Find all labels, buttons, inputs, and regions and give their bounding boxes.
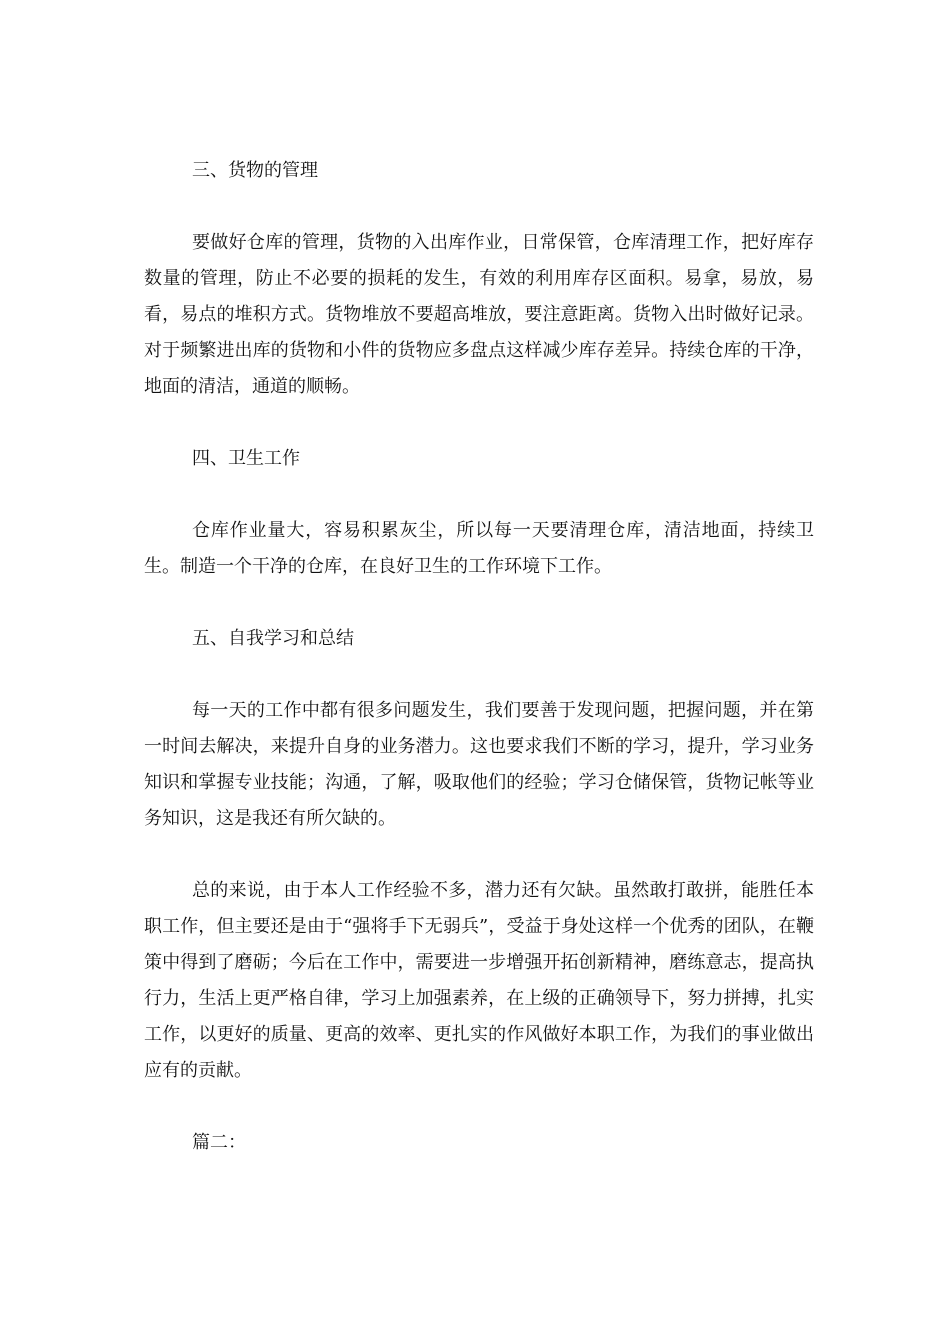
spacer [144,657,814,693]
spacer [144,585,814,621]
spacer [144,405,814,441]
section-paragraph-hygiene: 仓库作业量大，容易积累灰尘，所以每一天要清理仓库，清洁地面，持续卫生。制造一个干净的仓库，在良好卫生的工作环境下工作。 [144,520,814,577]
spacer [144,477,814,513]
spacer [144,1089,814,1125]
section-heading-hygiene: 四、卫生工作 [192,448,300,469]
section-heading-goods-management: 三、货物的管理 [192,160,318,181]
document-body [144,153,814,1161]
spacer [144,837,814,873]
section-paragraph-goods-management: 要做好仓库的管理，货物的入出库作业，日常保管，仓库清理工作，把好库存数量的管理，防止不必要的损耗的发生，有效的利用库存区面积。易拿，易放，易看，易点的堆积方式。货物堆放不要超高堆放，要注意距离。货物入出时做好记录。对于频繁进出库的货物和小件的货物应多盘点这样减少库存差异。持续仓库的干净，地面的清洁，通道的顺畅。 [144,232,814,397]
summary-paragraph: 总的来说，由于本人工作经验不多，潜力还有欠缺。虽然敢打敢拼，能胜任本职工作，但主要还是由于“强将手下无弱兵”，受益于身处这样一个优秀的团队，在鞭策中得到了磨砺；今后在工作中，需要进一步增强开拓创新精神，磨练意志，提高执行力，生活上更严格自律，学习上加强素养，在上级的正确领导下，努力拼搏，扎实工作，以更好的质量、更高的效率、更扎实的作风做好本职工作，为我们的事业做出应有的贡献。 [144,880,814,1081]
section-paragraph-self-study: 每一天的工作中都有很多问题发生，我们要善于发现问题，把握问题，并在第一时间去解决，来提升自身的业务潜力。这也要求我们不断的学习，提升，学习业务知识和掌握专业技能；沟通，了解，吸取他们的经验；学习仓储保管，货物记帐等业务知识，这是我还有所欠缺的。 [144,700,814,829]
next-part-label: 篇二： [192,1132,246,1153]
spacer [144,189,814,225]
section-heading-self-study: 五、自我学习和总结 [192,628,354,649]
